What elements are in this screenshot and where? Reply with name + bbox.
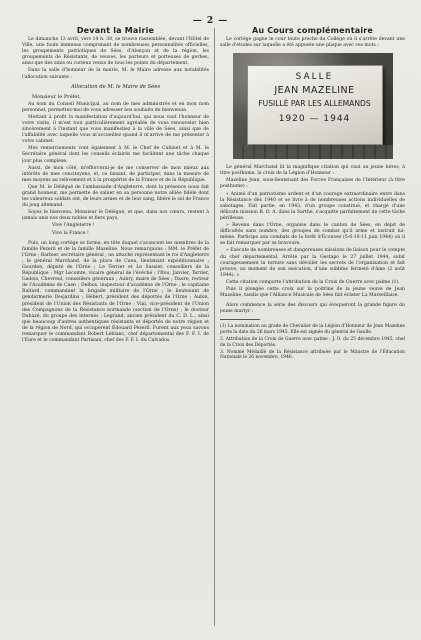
footnotes	[220, 324, 405, 361]
paragraph: Mes remerciements vont également à M. le Chef de Cabinet et à M. le Secrétaire général dont les conseils éclairés me facilitent une tâche chaque jour plus complexe.	[22, 146, 209, 164]
footnote: 3. Nommé Médaillé de la Résistance attribuée par le Ministre de l'Éducation Nationale le 26 novembre, 1946.	[220, 349, 405, 361]
plaque-line: FUSILLÉ PAR LES ALLEMANDS	[258, 99, 371, 109]
paragraph: Puis, un long cortège se forme, en tête duquel s'avancent les membres de la famille Pezeril et de la famille Mazeline. Nous remarquons : MM. le Préfet de l'Orne ; Barbier, secrétaire général ; un attaché représentant le roi d'Angleterre ; le général Marchand, de la place de Caen, lieutenant expéditionnaire ; Gourden, député de l'Orne ; Le Terrier et Le Sassier, conseillers de la République ; Mgr Lecomte, vicaire général de l'évêché ; l'Ifou, Janvier, Terrier, Gadois, Chevreul, conseillers généraux ; Aubry, maire de Sées ; Daure, recteur de l'Académie de Caen ; Delbos, inspecteur d'académie de l'Orne ; le capitaine Raitard, commandant la brigade militaire de l'Orne ; le lieutenant de gendarmerie Desjardins ; Hébert, président des déportés de l'Orne ; Aubin, président de l'Union des Résistants de l'Orne ; Vial, vice-président de l'Union des Compagnons de la Résistance normande (section de l'Orne) ; le docteur Duhazé, du groupe des internés ; Legrand, ancien président du C. D. L., ainsi que beaucoup d'autres authentiques résistants et déportés de notre région et de la région de Nord, qui occupèrent Édouard Pezeril. Furent aux yeux savons remarquer le commandant Robert Leblanc, chef départemental des F. F. I. de l'Eure et le commandant Partisani, chef des F. F. I. du Calvados.	[22, 240, 209, 344]
paragraph: » Exécute de nombreuses et dangereuses missions de liaison pour le compte du chef départemental. Arrêté par la Gestapo le 27 juillet 1944, subit courageusement la torture sans dévoiler les secrets de l'organisation et fait preuve, au moment de son exécution, d'une sublime fermeté d'âme (2 août 1944). »	[220, 248, 405, 278]
right-column	[220, 26, 405, 626]
toast-line: Vive la France !	[52, 230, 89, 236]
paragraph: Le dimanche 13 avril, vers 14 h. 30, se trouve rassemblée, devant l'Hôtel de Ville, une foule immense comprenant de nombreuses personnalités officielles, les groupements patriotiques de Sées, d'Alençon et de la région, les groupements de Résistants, de veuves, les porteurs et porteuses de gerbes, ainsi que des amis ou curieux venus de tous les points du département.	[22, 37, 209, 67]
paragraph: Cette citation comporte l'attribution de la Croix de Guerre avec palme (1).	[226, 279, 400, 285]
plaque-photo	[233, 53, 393, 159]
plaque-line: JEAN MAZELINE	[274, 85, 355, 97]
paragraph: « Animé d'un patriotisme ardent et d'un courage extraordinaire entre dans la Résistance dès 1940 et se livre à de nombreuses actions individuelles de sabotages. Fait partie, en 1943, d'un groupe constitué, et chargé d'une délicate mission B. O. A. dans la Sarthe, s'acquitte parfaitement de cette tâche périlleuse.	[220, 191, 405, 221]
paragraph: Alors commence la série des discours qui évoqueront la grande figure du jeune martyr :	[220, 303, 405, 315]
paragraph: Que M. le Délégué de l'ambassade d'Angleterre, dont la présence nous fait grand honneur, me permette de saluer en sa personne notre alliée fidèle dont les valeureux soldats ont, de leurs armes et de leur sang, libéré le sol de France du joug allemand.	[22, 184, 209, 209]
left-column-title: Devant la Mairie	[76, 26, 155, 35]
paragraph: Soyez le bienvenu, Monsieur le Délégué, et que, dans nos cœurs, restent à jamais unis nos deux nobles et fiers pays,	[22, 210, 209, 222]
footnote-rule	[220, 319, 260, 320]
plaque-line: SALLE	[295, 72, 334, 83]
footnote: (1) La nomination au grade de Chevalier de la Légion d'Honneur de Jean Mazeline porte la date du 26 mars 1945. Elle est signée du général de Gaulle.	[220, 324, 405, 336]
page-number: — 2 —	[192, 16, 229, 26]
paragraph: Dans la salle d'honneur de la mairie, M. le Maire adresse aux notabilités l'allocution suivante :	[22, 68, 209, 80]
paragraph: Au nom du Conseil Municipal, au nom de mes administrés et en mon nom personnel, permettez-moi de vous adresser nos souhaits de bienvenue.	[22, 101, 209, 113]
column-divider	[214, 28, 215, 626]
paragraph: Puis il plongée cette croix sur la poitrine de la jeune veuve de Jean Mazeline, tandis que l'Alliance Musicale de Sées fait éclater La Marseillaise.	[220, 286, 405, 299]
left-column	[22, 26, 209, 626]
footnote: 2. Attribution de la Croix de Guerre avec palme : J. O. du 25 décembre 1945, chef de la Croix des Déportés.	[220, 336, 405, 348]
paragraph: Le cortège gagne le cour toute proche du Collège où il s'arrête devant une salle d'études sur laquelle a été apposée une plaque avec ces mots :	[220, 37, 405, 49]
toast-line: Vive l'Angleterre !	[52, 223, 95, 229]
paragraph: » Revenu dans l'Orne, organise dans le canton de Sées, en dépit de difficultés sans nombre, des groupes de combat qu'il arme et instruit lui-même. Participe aux combats de la forêt d'Écouves (5-6-10-11 juin 1944) où il se fait remarquer par sa bravoure.	[220, 223, 405, 247]
stone-wall	[233, 145, 393, 159]
paragraph: Mazeline Jean, sous-lieutenant des Forces Françaises de l'Intérieur (à titre posthume) :	[220, 178, 405, 190]
paragraph: Mettant à profit la manifestation d'aujourd'hui, qui nous vaut l'honneur de votre visite, il m'est tout particulièrement agréable de vous renouveler bien sincèrement à l'instant que vous manifestiez à la ville de Sées, ainsi que de l'affabilité avec laquelle vous m'accueillez quand il m'arrive de me présenter à votre cabinet.	[22, 114, 209, 145]
salutation: Monsieur le Préfet,	[32, 93, 81, 100]
memorial-plaque	[247, 65, 383, 145]
right-column-title: Au Cours complémentaire	[251, 26, 374, 35]
speech-subtitle: Allocution de M. le Maire de Sées	[71, 83, 160, 90]
paragraph: Le général Marchand lit la magnifique citation qui vaut au jeune héros, à titre posthume, la croix de la Légion d'Honneur :	[220, 165, 405, 177]
paragraph: Aussi, de mon côté, m'efforcerai-je de me conserver de mon mieux aux intérêts de mes concitoyens, et, ce faisant, de participer, dans la mesure de mes moyens au relèvement et à la prospérité de la France et de la République.	[22, 165, 209, 183]
plaque-line: 1920 — 1944	[278, 114, 351, 125]
